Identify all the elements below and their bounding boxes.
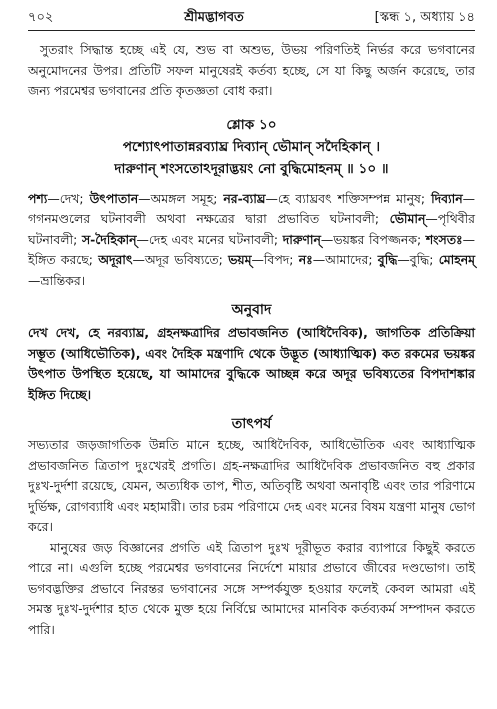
purport-body <box>28 435 475 640</box>
synonym-meaning: —অদূর ভবিষ্যতে; <box>132 252 229 267</box>
synonym-meaning: —বুদ্ধি; <box>397 252 439 267</box>
synonym-meaning: —বিপদ; <box>251 252 299 267</box>
synonym-word: দারুণান্ <box>282 231 321 247</box>
running-header <box>28 8 475 31</box>
synonym-word: নর-ব্যাঘ্র <box>223 190 266 206</box>
purport-paragraph: মানুষের জড় বিজ্ঞানের প্রগতি এই ত্রিতাপ দুঃখ দূরীভূত করার ব্যাপারে কিছুই করতে পারে না। এগুলি হচ্ছে পরমেশ্বর ভগবানের নির্দেশে মায়ার প্রভাবে জীবের দণ্ডভোগ। তাই ভগবদ্ভক্তির প্রভাবে নিরন্তর ভগবানের সঙ্গে সম্পর্কযুক্ত হওয়ার ফলেই কেবল আমরা এই সমস্ত দুঃখ-দুর্দশার হাত থেকে মুক্ত হয়ে নির্বিঘ্নে আমাদের মানবিক কর্তব্যকর্ম সম্পাদন করতে পারি। <box>28 539 475 637</box>
synonym-meaning: —গগনমণ্ডলের ঘটনাবলী অথবা নক্ষত্রের দ্বারা প্রভাবিত ঘটনাবলী; <box>28 190 475 226</box>
verse-line-1: পশ্যোৎপাতান্নরব্যাঘ্র দিব্যান্ ভৌমান্ সদৈহিকান্ । <box>122 138 381 155</box>
chapter-reference: [স্কন্ধ ১, অধ্যায় ১৪ <box>374 10 475 25</box>
synonym-word: মোহনম্ <box>438 252 475 267</box>
book-title: শ্রীমদ্ভাগবত <box>184 10 244 25</box>
synonym-word: ভৌমান্ <box>389 211 426 226</box>
synonym-word: পশ্য <box>28 190 48 206</box>
synonym-word: নঃ <box>298 252 313 267</box>
verse-line-2: দারুণান্ শংসতোঽদূরাদ্ভয়ং নো বুদ্ধিমোহনম্ ॥ ১০ ॥ <box>114 160 389 177</box>
synonym-word: দিব্যান <box>431 190 463 206</box>
purport-paragraph: সভ্যতার জড়জাগতিক উন্নতি মানে হচ্ছে, আধিদৈবিক, আধিভৌতিক এবং আধ্যাত্মিক প্রভাবজনিত ত্রিতাপ দুঃখেরই প্রগতি। গ্রহ-নক্ষত্রাদির আধিদৈবিক প্রভাবজনিত বহু প্রকার দুঃখ-দুর্দশা রয়েছে, যেমন, অত্যধিক তাপ, শীত, অতিবৃষ্টি অথবা অনাবৃষ্টি এবং তার পরিণামে দুর্ভিক্ষ, রোগব্যাধি এবং মহামারী। তার চরম পরিণামে দেহ এবং মনের বিষম যন্ত্রণা মানুষ ভোগ করে। <box>28 437 475 534</box>
translation-text: দেখ দেখ, হে নরব্যাঘ্র, গ্রহনক্ষত্রাদির প্রভাবজনিত (আধিদৈবিক), জাগতিক প্রতিক্রিয়া সম্ভূত (আধিভৌতিক), এবং দৈহিক মন্ত্রণাদি থেকে উদ্ভূত (আধ্যাত্মিক) কত রকমের ভয়ঙ্কর উৎপাত উপস্থিত হয়েছে, যা আমাদের বুদ্ধিকে আচ্ছন্ন করে অদূর ভবিষ্যতের বিপদাশঙ্কার ইঙ্গিত দিচ্ছে। <box>28 325 475 402</box>
synonyms-block <box>28 189 475 292</box>
synonym-meaning: —ভ্রান্তিকর। <box>28 272 86 288</box>
page-number: ৭০২ <box>28 10 54 25</box>
synonym-word: শংসতঃ <box>425 231 463 247</box>
synonym-meaning: —ইঙ্গিত করছে; <box>28 231 475 267</box>
synonym-word: ভয়ম্ <box>228 252 252 267</box>
synonym-word: স-দৈহিকান্ <box>81 231 137 247</box>
synonym-meaning: —ভয়ঙ্কর বিপজ্জনক; <box>320 231 426 247</box>
synonym-meaning: —আমাদের; <box>312 252 378 267</box>
synonym-meaning: —অমঙ্গল সমূহ; <box>138 190 224 206</box>
verse-heading: শ্লোক ১০ <box>226 116 277 133</box>
synonym-meaning: —দেহ এবং মনের ঘটনাবলী; <box>136 231 283 247</box>
synonym-meaning: —দেখ; <box>47 190 90 206</box>
purport-heading: তাৎপর্য <box>231 416 272 432</box>
intro-paragraph: সুতরাং সিদ্ধান্ত হচ্ছে এই যে, শুভ বা অশুভ, উভয় পরিণতিই নির্ভর করে ভগবানের অনুমোদনের উপর। প্রতিটি সফল মানুষেরই কর্তব্য হচ্ছে, সে যা কিছু অর্জন করেছে, তার জন্য পরমেশ্বর ভগবানের প্রতি কৃতজ্ঞতা বোধ করা। <box>28 42 475 98</box>
translation-heading: অনুবাদ <box>231 302 272 318</box>
synonym-word: উৎপাতান <box>89 190 139 206</box>
synonym-word: বুদ্ধি <box>377 252 398 267</box>
synonym-word: অদূরাৎ <box>98 252 133 267</box>
synonym-meaning: —পৃথিবীর ঘটনাবলী; <box>28 211 475 247</box>
synonym-meaning: —হে ব্যাঘ্রবৎ শক্তিসম্পন্ন মানুষ; <box>265 190 432 206</box>
